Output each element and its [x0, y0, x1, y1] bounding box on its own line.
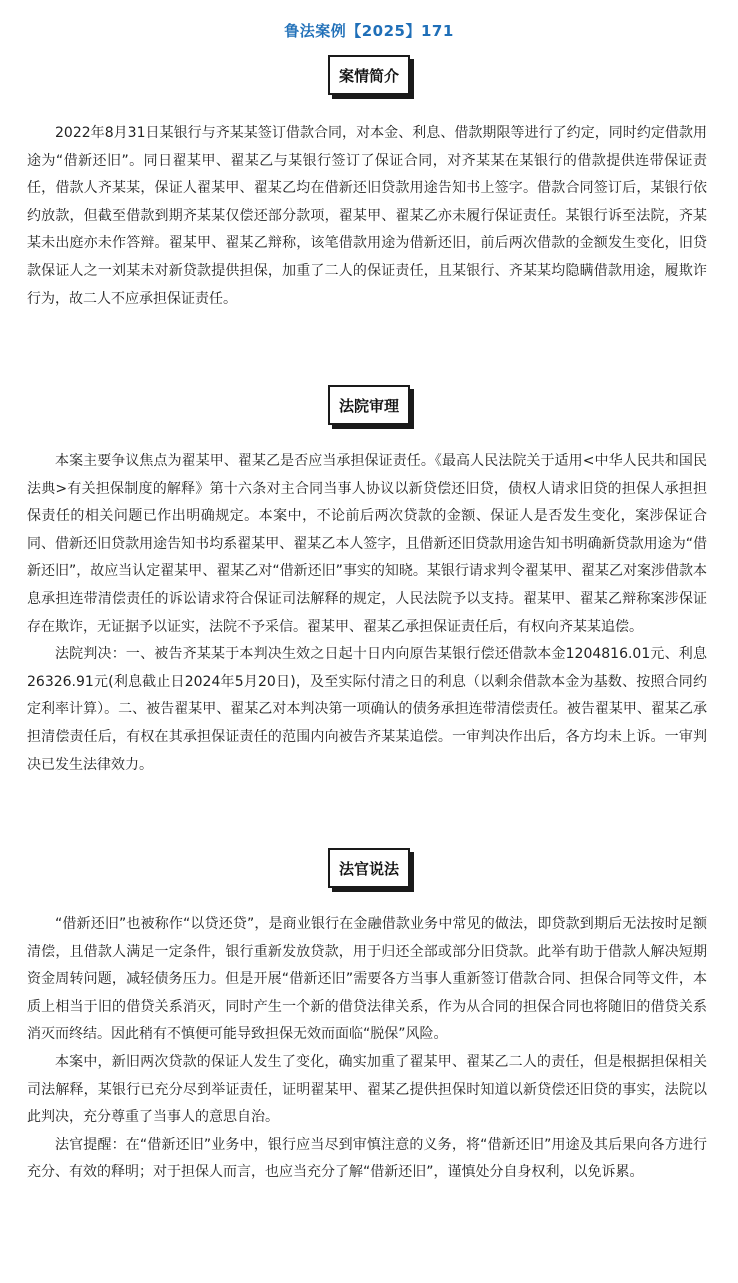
paragraph: 法院判决：一、被告齐某某于本判决生效之日起十日内向原告某银行偿还借款本金1204816.01元、利息26326.91元(利息截止日2024年5月20日)，及至实际付清之日的利息（以剩余借款本金为基数、按照合同约定利率计算）。二、被告翟某甲、翟某乙对本判决第一项确认的债务承担连带清偿责任。被告翟某甲、翟某乙承担清偿责任后，有权在其承担保证责任的范围内向被告齐某某追偿。一审判决作出后，各方均未上诉。一审判决已发生法律效力。: [27, 646, 707, 773]
heading-label: 法院审理: [328, 385, 410, 425]
case-number: 鲁法案例【2025】171: [284, 22, 454, 40]
paragraph: 2022年8月31日某银行与齐某某签订借款合同，对本金、利息、借款期限等进行了约定，同时约定借款用途为“借新还旧”。同日翟某甲、翟某乙与某银行签订了保证合同，对齐某某在某银行的借款提供连带保证责任，借款人齐某某，保证人翟某甲、翟某乙均在借新还旧贷款用途告知书上签字。借款合同签订后，某银行依约放款，但截至借款到期齐某某仅偿还部分款项，翟某甲、翟某乙亦未履行保证责任。某银行诉至法院，齐某某未出庭亦未作答辩。翟某甲、翟某乙辩称，该笔借款用途为借新还旧，前后两次借款的金额发生变化，旧贷款保证人之一刘某未对新贷款提供担保，加重了二人的保证责任，且某银行、齐某某均隐瞒借款用途，履欺诈行为，故二人不应承担保证责任。: [27, 125, 707, 307]
heading-label: 案情简介: [328, 55, 410, 95]
section-body-case-summary: [27, 120, 707, 313]
paragraph: 本案中，新旧两次贷款的保证人发生了变化，确实加重了翟某甲、翟某乙二人的责任，但是根据担保相关司法解释，某银行已充分尽到举证责任，证明翟某甲、翟某乙提供担保时知道以新贷偿还旧贷的事实，法院以此判决，充分尊重了当事人的意思自治。: [27, 1053, 707, 1126]
paragraph: 本案主要争议焦点为翟某甲、翟某乙是否应当承担保证责任。《最高人民法院关于适用<中华人民共和国民法典>有关担保制度的解释》第十六条对主合同当事人协议以新贷偿还旧贷，债权人请求旧贷的担保人承担担保责任的相关问题已作出明确规定。本案中，不论前后两次贷款的金额、保证人是否发生变化，案涉保证合同、借新还旧贷款用途告知书均系翟某甲、翟某乙本人签字，且借新还旧贷款用途告知书明确新贷款用途为“借新还旧”，故应当认定翟某甲、翟某乙对“借新还旧”事实的知晓。某银行请求判令翟某甲、翟某乙对案涉借款本息承担连带清偿责任的诉讼请求符合保证司法解释的规定，人民法院予以支持。翟某甲、翟某乙辩称案涉保证存在欺诈，无证据予以证实，法院不予采信。翟某甲、翟某乙承担保证责任后，有权向齐某某追偿。: [27, 453, 707, 635]
section-heading-judge-commentary: [0, 848, 738, 888]
section-body-judge-commentary: [27, 911, 707, 1187]
heading-label: 法官说法: [328, 848, 410, 888]
section-body-court-trial: [27, 448, 707, 779]
paragraph: “借新还旧”也被称作“以贷还贷”，是商业银行在金融借款业务中常见的做法，即贷款到期后无法按时足额清偿，且借款人满足一定条件，银行重新发放贷款，用于归还全部或部分旧贷款。此举有助于借款人解决短期资金周转问题，减轻债务压力。但是开展“借新还旧”需要各方当事人重新签订借款合同、担保合同等文件，本质上相当于旧的借贷关系消灭，同时产生一个新的借贷法律关系，作为从合同的担保合同也将随旧的借贷关系消灭而终结。因此稍有不慎便可能导致担保无效而面临“脱保”风险。: [27, 916, 707, 1043]
paragraph: 法官提醒：在“借新还旧”业务中，银行应当尽到审慎注意的义务，将“借新还旧”用途及其后果向各方进行充分、有效的释明；对于担保人而言，也应当充分了解“借新还旧”，谨慎处分自身权利，以免诉累。: [27, 1136, 707, 1181]
section-heading-case-summary: [0, 55, 738, 95]
section-heading-court-trial: [0, 385, 738, 425]
